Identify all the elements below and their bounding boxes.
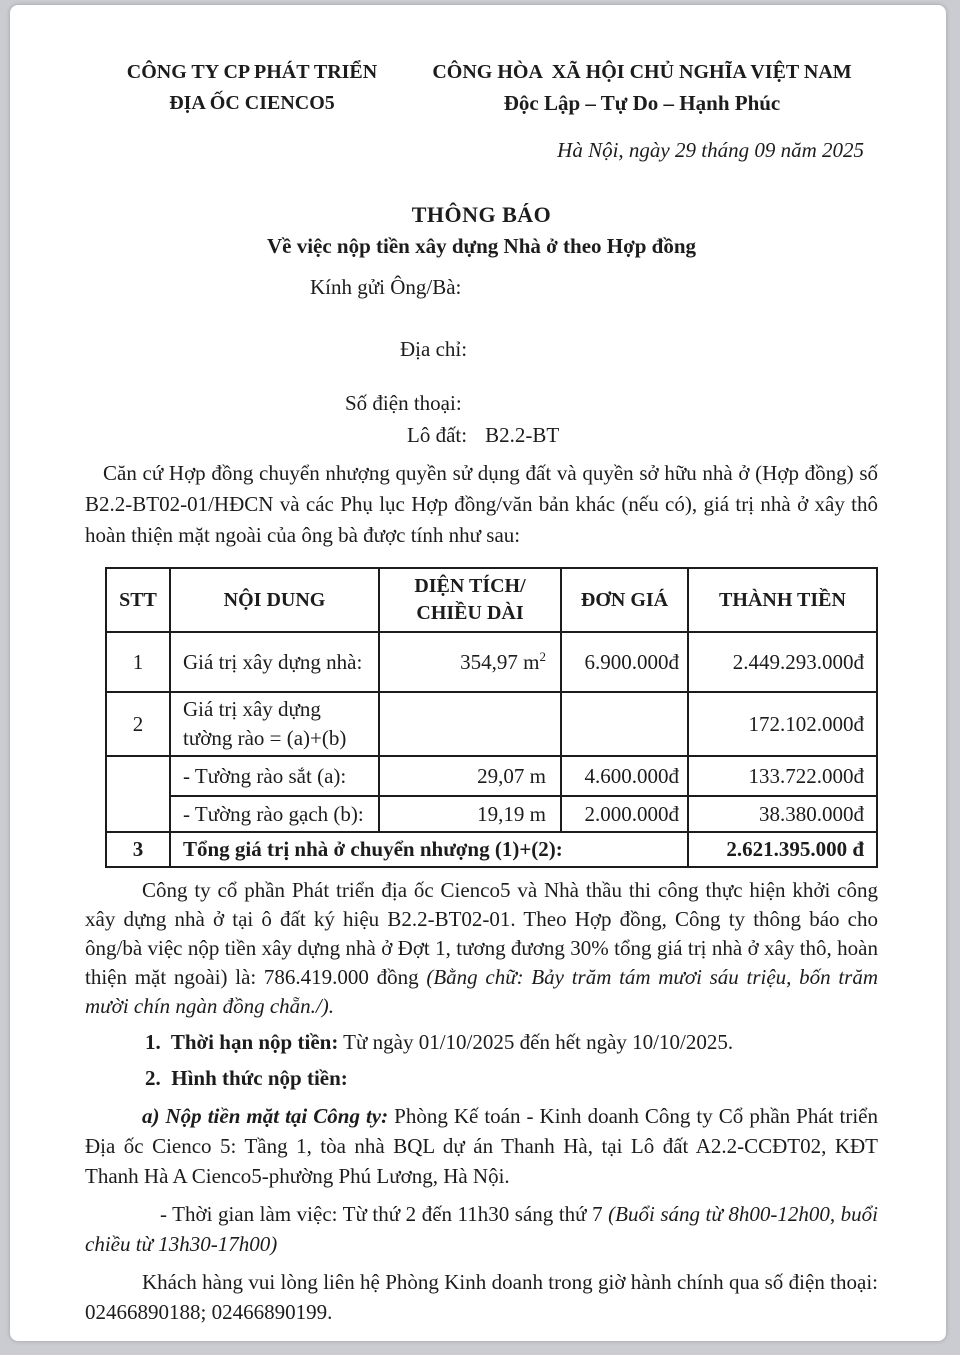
item-1-text: Từ ngày 01/10/2025 đến hết ngày 10/10/2025. xyxy=(338,1030,734,1054)
document-heading: THÔNG BÁO xyxy=(411,202,552,227)
working-hours-paragraph xyxy=(85,1199,878,1259)
square-meter-sup: 2 xyxy=(539,648,546,664)
lot-value: B2.2-BT xyxy=(485,423,560,447)
cell-content: Giá trị xây dựng tường rào = (a)+(b) xyxy=(170,692,379,756)
cell-amount: 2.449.293.000đ xyxy=(688,632,877,692)
col-header-unit-price: ĐƠN GIÁ xyxy=(561,568,688,632)
cell-stt: 1 xyxy=(106,632,170,692)
cell-amount: 38.380.000đ xyxy=(688,796,877,832)
col-header-content: NỘI DUNG xyxy=(170,568,379,632)
greeting-line: Kính gửi Ông/Bà: xyxy=(310,275,462,299)
table-row-total xyxy=(106,832,877,867)
cell-stt: 2 xyxy=(106,692,170,756)
item-1-deadline xyxy=(85,1027,878,1057)
cell-dimension: 19,19 m xyxy=(379,796,561,832)
item-2-payment-method xyxy=(85,1063,878,1093)
table-row-iron-fence xyxy=(106,756,877,796)
document-page xyxy=(10,5,946,1341)
company-name-line2: ĐỊA ỐC CIENCO5 xyxy=(169,92,335,114)
cell-unit-price: 6.900.000đ xyxy=(561,632,688,692)
cell-amount: 133.722.000đ xyxy=(688,756,877,796)
republic-motto-line1: CÔNG HÒA XÃ HỘI CHỦ NGHĨA VIỆT NAM xyxy=(432,61,852,83)
cell-content: Giá trị xây dựng nhà: xyxy=(170,632,379,692)
pricing-table xyxy=(105,567,878,868)
republic-motto-line2: Độc Lập – Tự Do – Hạnh Phúc xyxy=(503,91,781,115)
republic-block xyxy=(416,57,868,119)
item-1-label: 1. Thời hạn nộp tiền: xyxy=(145,1030,339,1054)
table-header-row xyxy=(106,568,877,632)
cell-unit-price: 2.000.000đ xyxy=(561,796,688,832)
cell-unit-price: 4.600.000đ xyxy=(561,756,688,796)
item-2a-cash-payment xyxy=(85,1101,878,1191)
col-header-amount: THÀNH TIỀN xyxy=(688,568,877,632)
lot-label: Lô đất: xyxy=(407,423,468,447)
address-label: Địa chỉ: xyxy=(400,337,468,361)
table-row-brick-fence xyxy=(106,796,877,832)
document-subheading: Về việc nộp tiền xây dựng Nhà ở theo Hợp đồng xyxy=(266,234,697,258)
cell-content: - Tường rào gạch (b): xyxy=(170,796,379,832)
place-date-line: Hà Nội, ngày 29 tháng 09 năm 2025 xyxy=(557,138,864,162)
table-row-fence-value xyxy=(106,692,877,756)
notice-regular-text: Công ty cổ phần Phát triển địa ốc Cienco5 và Nhà thầu thi công thực hiện khởi công xây dựng nhà ở tại ô đất ký hiệu B2.2-BT02-01. Theo Hợp đồng, Công ty thông báo cho ông/bà việc nộp tiền xây dựng nhà ở Đợt 1, tương đương 30% tổng giá trị nhà ở xây thô, hoàn thiện mặt ngoài) là: 786.419.000 đồng xyxy=(85,878,878,989)
table-row-house-value xyxy=(106,632,877,692)
notice-paragraph xyxy=(85,876,878,1021)
cell-total-label: Tổng giá trị nhà ở chuyển nhượng (1)+(2): xyxy=(170,832,688,867)
empty-cell xyxy=(561,692,688,756)
working-hours-italic: (Buổi sáng từ 8h00-12h00, buổi chiều từ 13h30-17h00) xyxy=(85,1202,878,1256)
empty-cell xyxy=(106,756,170,832)
cell-stt: 3 xyxy=(106,832,170,867)
lot-line xyxy=(407,420,878,450)
company-name-line1: CÔNG TY CP PHÁT TRIỂN xyxy=(126,61,378,83)
intro-paragraph: Căn cứ Hợp đồng chuyển nhượng quyền sử dụng đất và quyền sở hữu nhà ở (Hợp đồng) số B2.2-BT02-01/HĐCN và các Phụ lục Hợp đồng/văn bản khác (nếu có), giá trị nhà ở xây thô hoàn thiện mặt ngoài của ông bà được tính như sau: xyxy=(85,461,878,547)
cell-dimension xyxy=(379,632,561,692)
contact-paragraph: Khách hàng vui lòng liên hệ Phòng Kinh doanh trong giờ hành chính qua số điện thoại: 02466890188; 02466890199. xyxy=(85,1270,878,1324)
company-block xyxy=(107,57,397,119)
cell-total-amount: 2.621.395.000 đ xyxy=(688,832,877,867)
notice-amount-in-words: (Bằng chữ: Bảy trăm tám mươi sáu triệu, bốn trăm mười chín ngàn đồng chẵn./). xyxy=(85,965,878,1018)
dimension-value: 354,97 m xyxy=(460,649,540,674)
item-2-label: 2. Hình thức nộp tiền: xyxy=(145,1066,348,1090)
letterhead xyxy=(85,57,878,119)
cell-content: - Tường rào sắt (a): xyxy=(170,756,379,796)
item-2a-text: Phòng Kế toán - Kinh doanh Công ty Cổ phần Phát triển Địa ốc Cienco 5: Tầng 1, tòa nhà BQL dự án Thanh Hà, tại Lô đất A2.2-CCĐT02, KĐT Thanh Hà A Cienco5-phường Phú Lương, Hà Nội. xyxy=(85,1104,878,1188)
cell-dimension: 29,07 m xyxy=(379,756,561,796)
col-header-dimension: DIỆN TÍCH/ CHIỀU DÀI xyxy=(379,568,561,632)
col-header-stt: STT xyxy=(106,568,170,632)
working-hours-regular: - Thời gian làm việc: Từ thứ 2 đến 11h30 sáng thứ 7 xyxy=(160,1202,609,1226)
phone-label: Số điện thoại: xyxy=(345,391,462,415)
item-2a-label: a) Nộp tiền mặt tại Công ty: xyxy=(142,1104,389,1128)
cell-amount: 172.102.000đ xyxy=(688,692,877,756)
empty-cell xyxy=(379,692,561,756)
